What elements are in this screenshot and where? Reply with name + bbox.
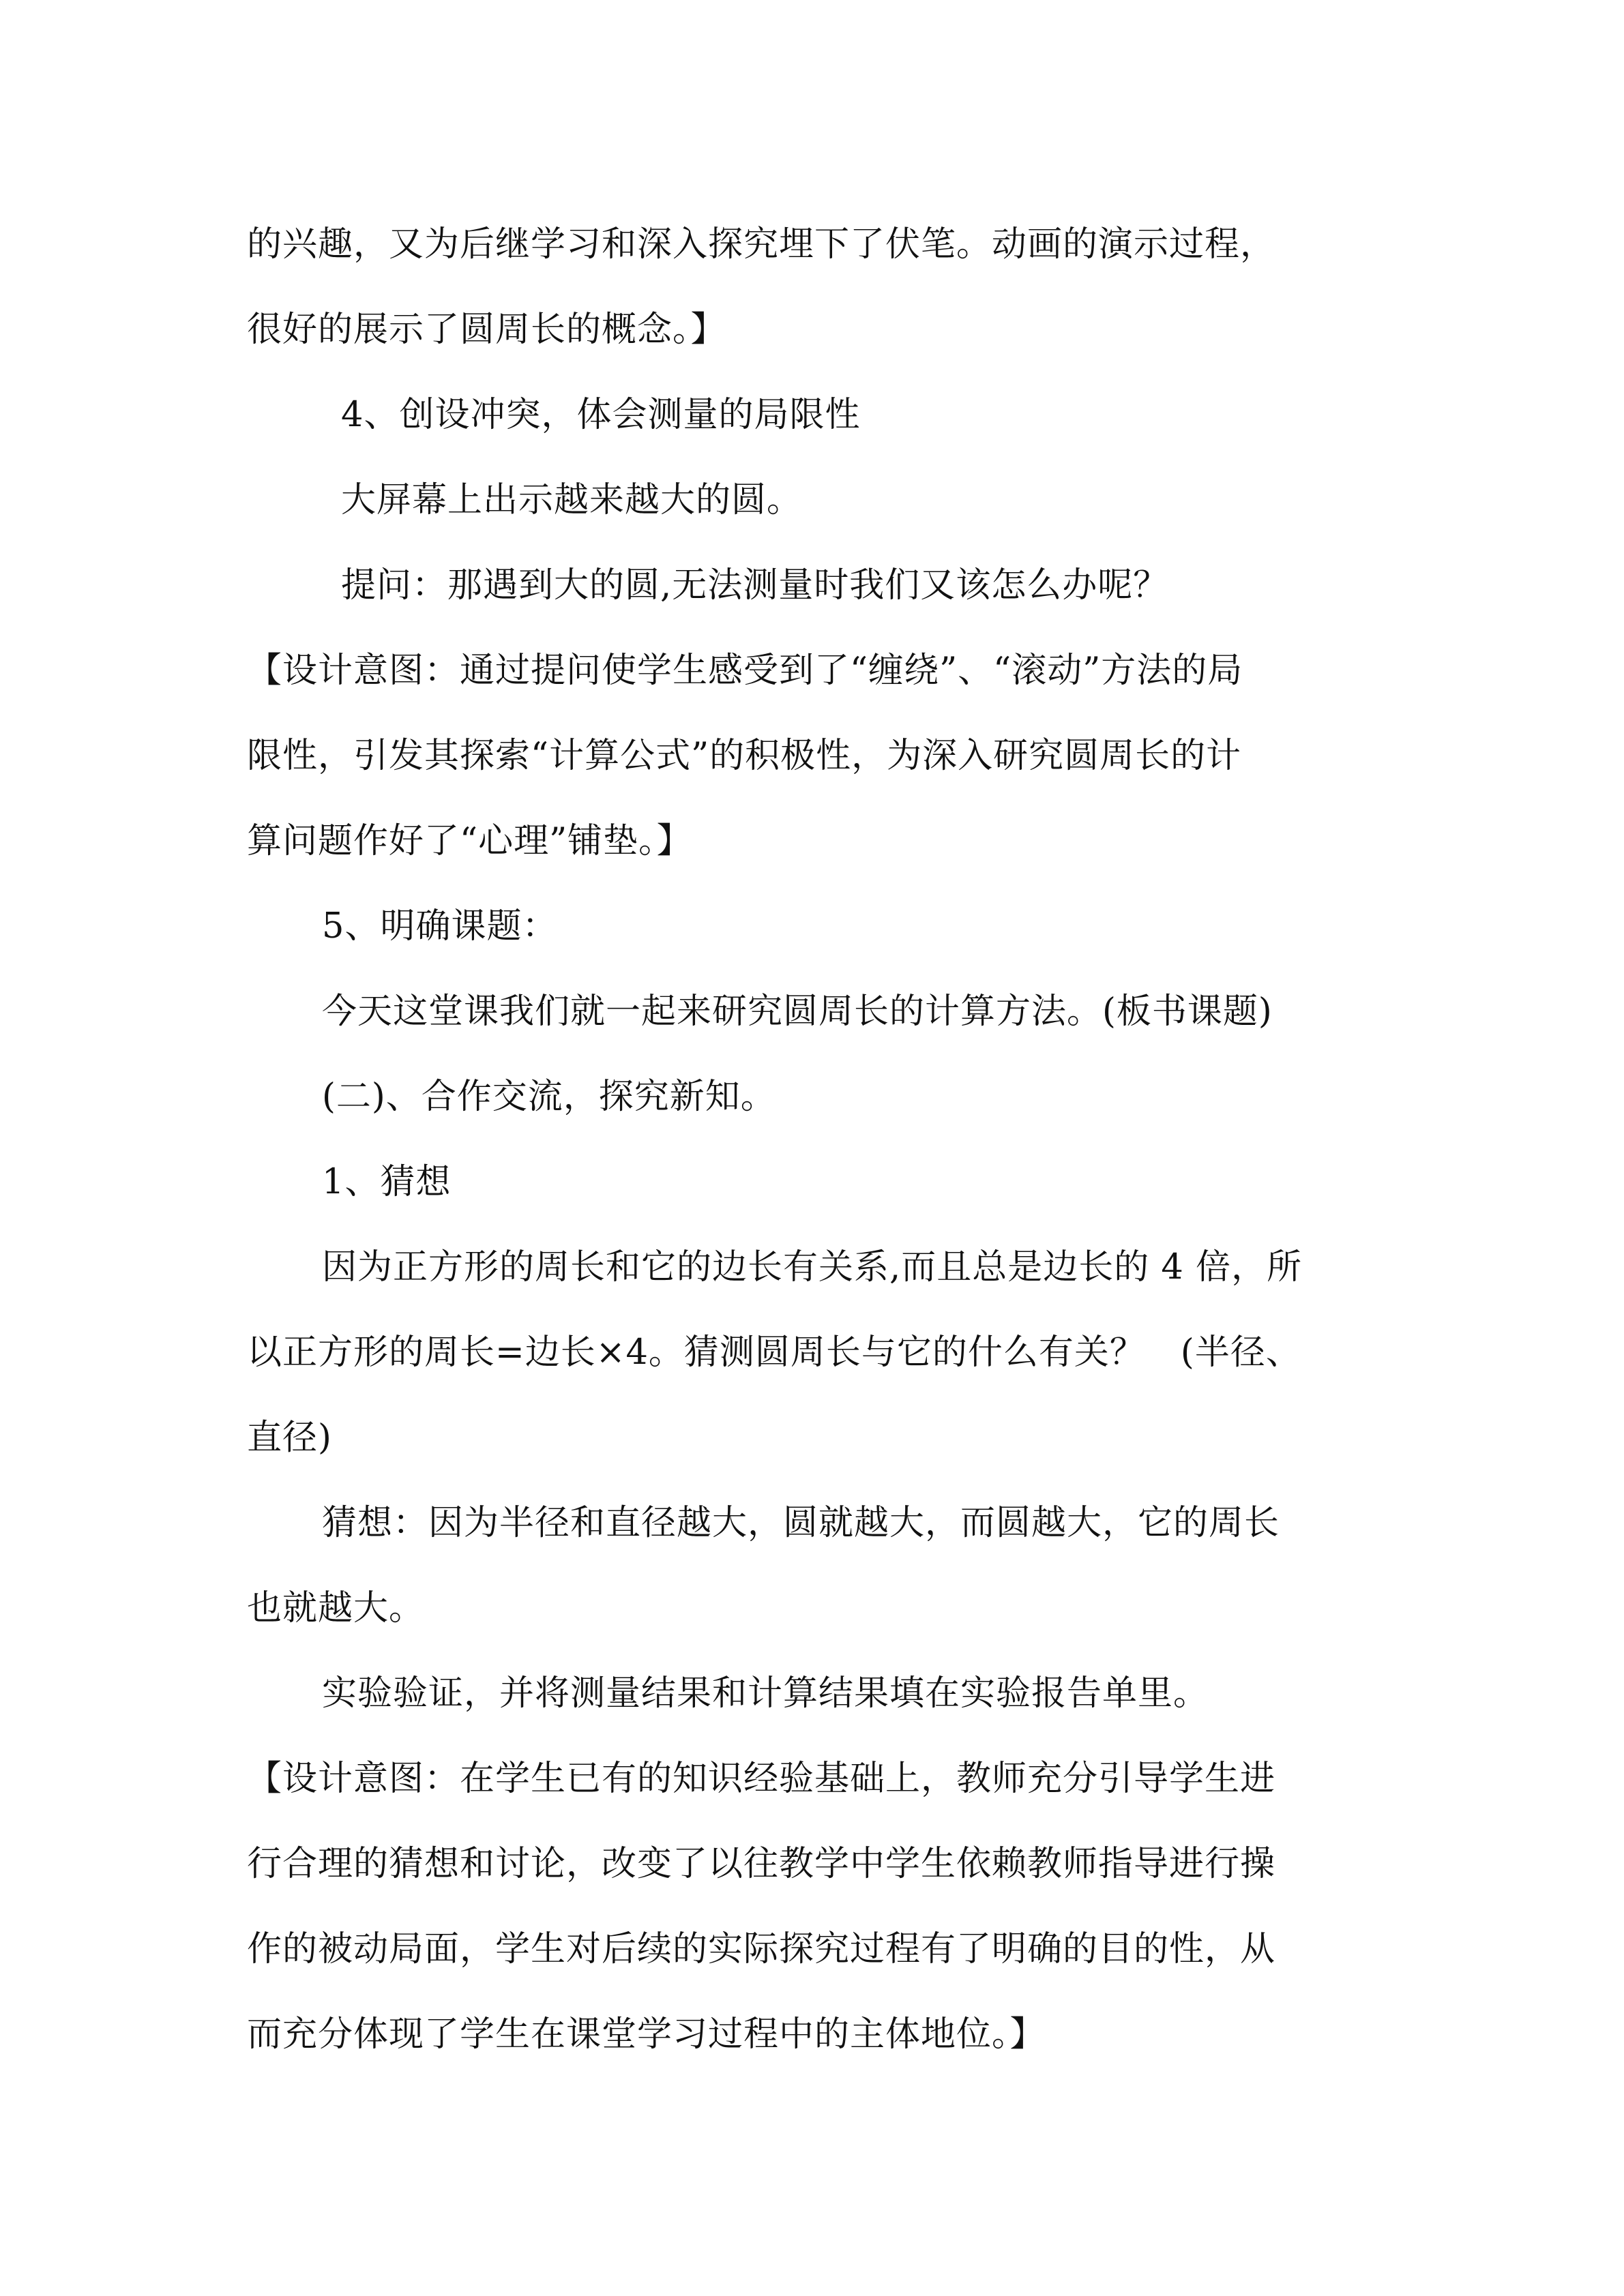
- design-intent-line: 而充分体现了学生在课堂学习过程中的主体地位。】: [247, 2014, 1046, 2055]
- design-intent-line: 行合理的猜想和讨论，改变了以往教学中学生依赖教师指导进行操: [247, 1844, 1276, 1884]
- section-heading: (二)、合作交流，探究新知。: [322, 1077, 776, 1117]
- section-heading: 4、创设冲突，体会测量的局限性: [341, 395, 861, 435]
- design-intent-line: 【设计意图：通过提问使学生感受到了“缠绕”、“滚动”方法的局: [247, 651, 1243, 691]
- paragraph-line: 猜想：因为半径和直径越大，圆就越大，而圆越大，它的周长: [322, 1503, 1280, 1543]
- design-intent-line: 【设计意图：在学生已有的知识经验基础上，教师充分引导学生进: [247, 1759, 1276, 1799]
- design-intent-line: 限性，引发其探索“计算公式”的积极性，为深入研究圆周长的计: [247, 736, 1242, 776]
- paragraph-line: 大屏幕上出示越来越大的圆。: [341, 480, 803, 520]
- paragraph-line: 今天这堂课我们就一起来研究圆周长的计算方法。(板书课题): [322, 992, 1273, 1032]
- paragraph-line: 很好的展示了圆周长的概念。】: [247, 310, 726, 350]
- paragraph-line: 直径): [247, 1418, 332, 1458]
- paragraph-line: 也就越大。: [247, 1588, 425, 1628]
- paragraph-line: 实验验证，并将测量结果和计算结果填在实验报告单里。: [322, 1673, 1209, 1714]
- design-intent-line: 算问题作好了“心理”铺垫。】: [247, 821, 692, 861]
- section-heading: 1、猜想: [322, 1162, 452, 1202]
- paragraph-line: 的兴趣，又为后继学习和深入探究埋下了伏笔。动画的演示过程，: [247, 224, 1276, 265]
- design-intent-line: 作的被动局面，学生对后续的实际探究过程有了明确的目的性，从: [247, 1929, 1276, 1969]
- paragraph-line: 以正方形的周长=边长×4。猜测圆周长与它的什么有关？ (半径、: [247, 1332, 1301, 1373]
- section-heading: 5、明确课题：: [322, 906, 558, 946]
- paragraph-line: 因为正方形的周长和它的边长有关系,而且总是边长的 4 倍，所: [322, 1247, 1303, 1287]
- paragraph-line: 提问：那遇到大的圆,无法测量时我们又该怎么办呢？: [341, 565, 1169, 606]
